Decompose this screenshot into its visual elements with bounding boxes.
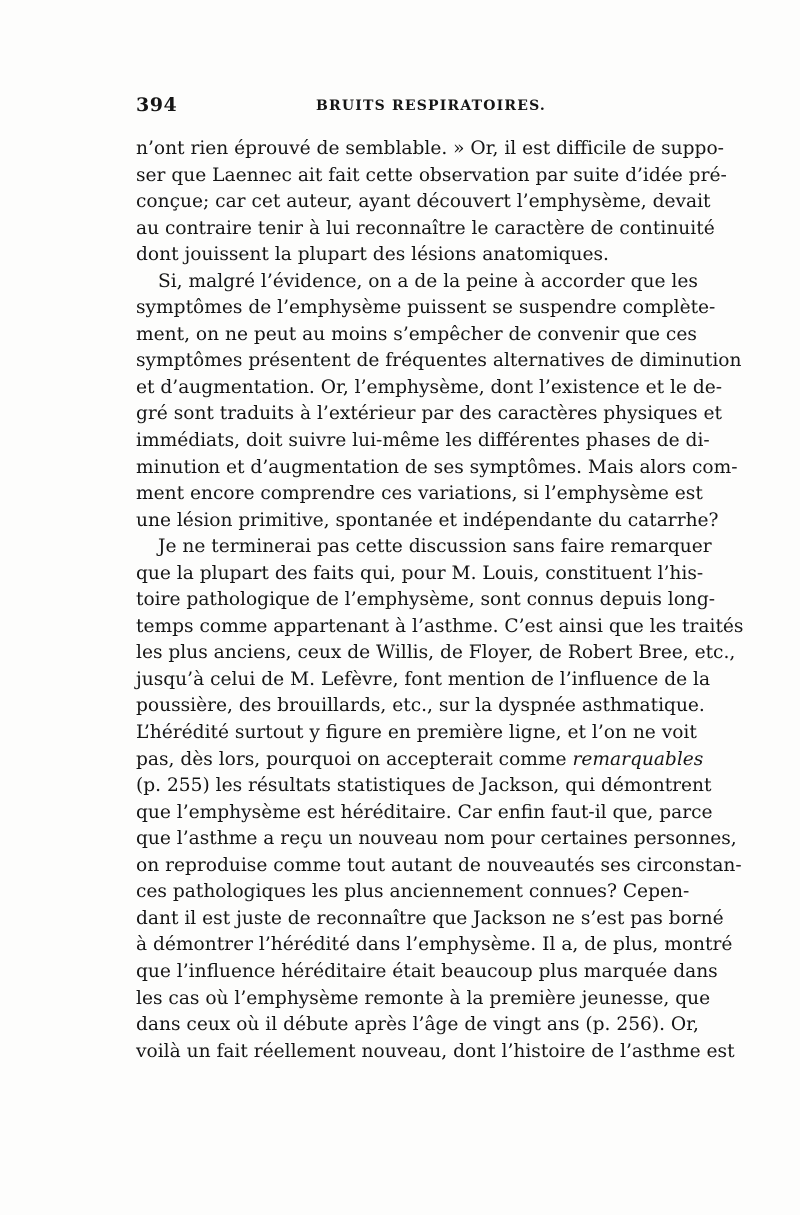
text-line: gré sont traduits à l’extérieur par des caractères physiques et: [136, 403, 722, 425]
text-line: au contraire tenir à lui reconnaître le caractère de continuité: [136, 217, 715, 239]
text-line: toire pathologique de l’emphysème, sont connus depuis long-: [136, 589, 716, 611]
text-line: immédiats, doit suivre lui-même les différentes phases de di-: [136, 430, 710, 452]
italic-word: remarquables: [572, 748, 704, 770]
text-line: Je ne terminerai pas cette discussion sans faire remarquer: [158, 536, 712, 558]
text-line: voilà un fait réellement nouveau, dont l’histoire de l’asthme est: [136, 1040, 735, 1062]
text-segment: pas, dès lors, pourquoi on accepterait comme: [136, 748, 573, 770]
text-line: que l’influence héréditaire était beaucoup plus marquée dans: [136, 960, 718, 982]
text-line: symptômes présentent de fréquentes alternatives de diminution: [136, 350, 742, 372]
page-header: [136, 94, 670, 124]
text-line: dant il est juste de reconnaître que Jackson ne s’est pas borné: [136, 907, 724, 929]
text-line: minution et d’augmentation de ses symptômes. Mais alors com-: [136, 456, 738, 478]
text-line: les cas où l’emphysème remonte à la première jeunesse, que: [136, 987, 711, 1009]
text-line: Si, malgré l’évidence, on a de la peine à accorder que les: [158, 270, 698, 292]
text-line: poussière, des brouillards, etc., sur la dyspnée asthmatique.: [136, 695, 705, 717]
text-line: une lésion primitive, spontanée et indépendante du catarrhe?: [136, 509, 719, 531]
text-line: jusqu’à celui de M. Lefèvre, font mention de l’influence de la: [136, 668, 711, 690]
text-line: (p. 255) les résultats statistiques de Jackson, qui démontrent: [136, 775, 712, 797]
text-line-with-italic: [136, 747, 704, 774]
text-line: que l’asthme a reçu un nouveau nom pour certaines personnes,: [136, 828, 737, 850]
text-line: ment encore comprendre ces variations, si l’emphysème est: [136, 483, 703, 505]
text-line: symptômes de l’emphysème puissent se suspendre complète-: [136, 297, 716, 319]
text-line: ces pathologiques les plus anciennement connues? Cepen-: [136, 881, 690, 903]
running-title: BRUITS RESPIRATOIRES.: [316, 98, 547, 114]
text-line: conçue; car cet auteur, ayant découvert l’emphysème, devait: [136, 191, 711, 213]
text-line: on reproduise comme tout autant de nouveautés ses circonstan-: [136, 854, 742, 876]
text-line: et d’augmentation. Or, l’emphysème, dont l’existence et le de-: [136, 376, 723, 398]
text-line: dans ceux où il débute après l’âge de vingt ans (p. 256). Or,: [136, 1014, 699, 1036]
text-line: ser que Laennec ait fait cette observation par suite d’idée pré-: [136, 164, 727, 186]
text-line: que la plupart des faits qui, pour M. Louis, constituent l’his-: [136, 562, 704, 584]
text-line: les plus anciens, ceux de Willis, de Floyer, de Robert Bree, etc.,: [136, 642, 736, 664]
text-line: dont jouissent la plupart des lésions anatomiques.: [136, 244, 609, 266]
page-number: 394: [136, 94, 178, 116]
text-line: que l’emphysème est héréditaire. Car enfin faut-il que, parce: [136, 801, 713, 823]
text-line: n’ont rien éprouvé de semblable. » Or, il est difficile de suppo-: [136, 138, 724, 159]
text-line: L’hérédité surtout y figure en première ligne, et l’on ne voit: [136, 722, 697, 744]
text-line: temps comme appartenant à l’asthme. C’est ainsi que les traités: [136, 615, 744, 637]
text-line: à démontrer l’hérédité dans l’emphysème. Il a, de plus, montré: [136, 934, 733, 956]
text-line: ment, on ne peut au moins s’empêcher de convenir que ces: [136, 323, 697, 345]
body-text: [136, 136, 744, 1065]
